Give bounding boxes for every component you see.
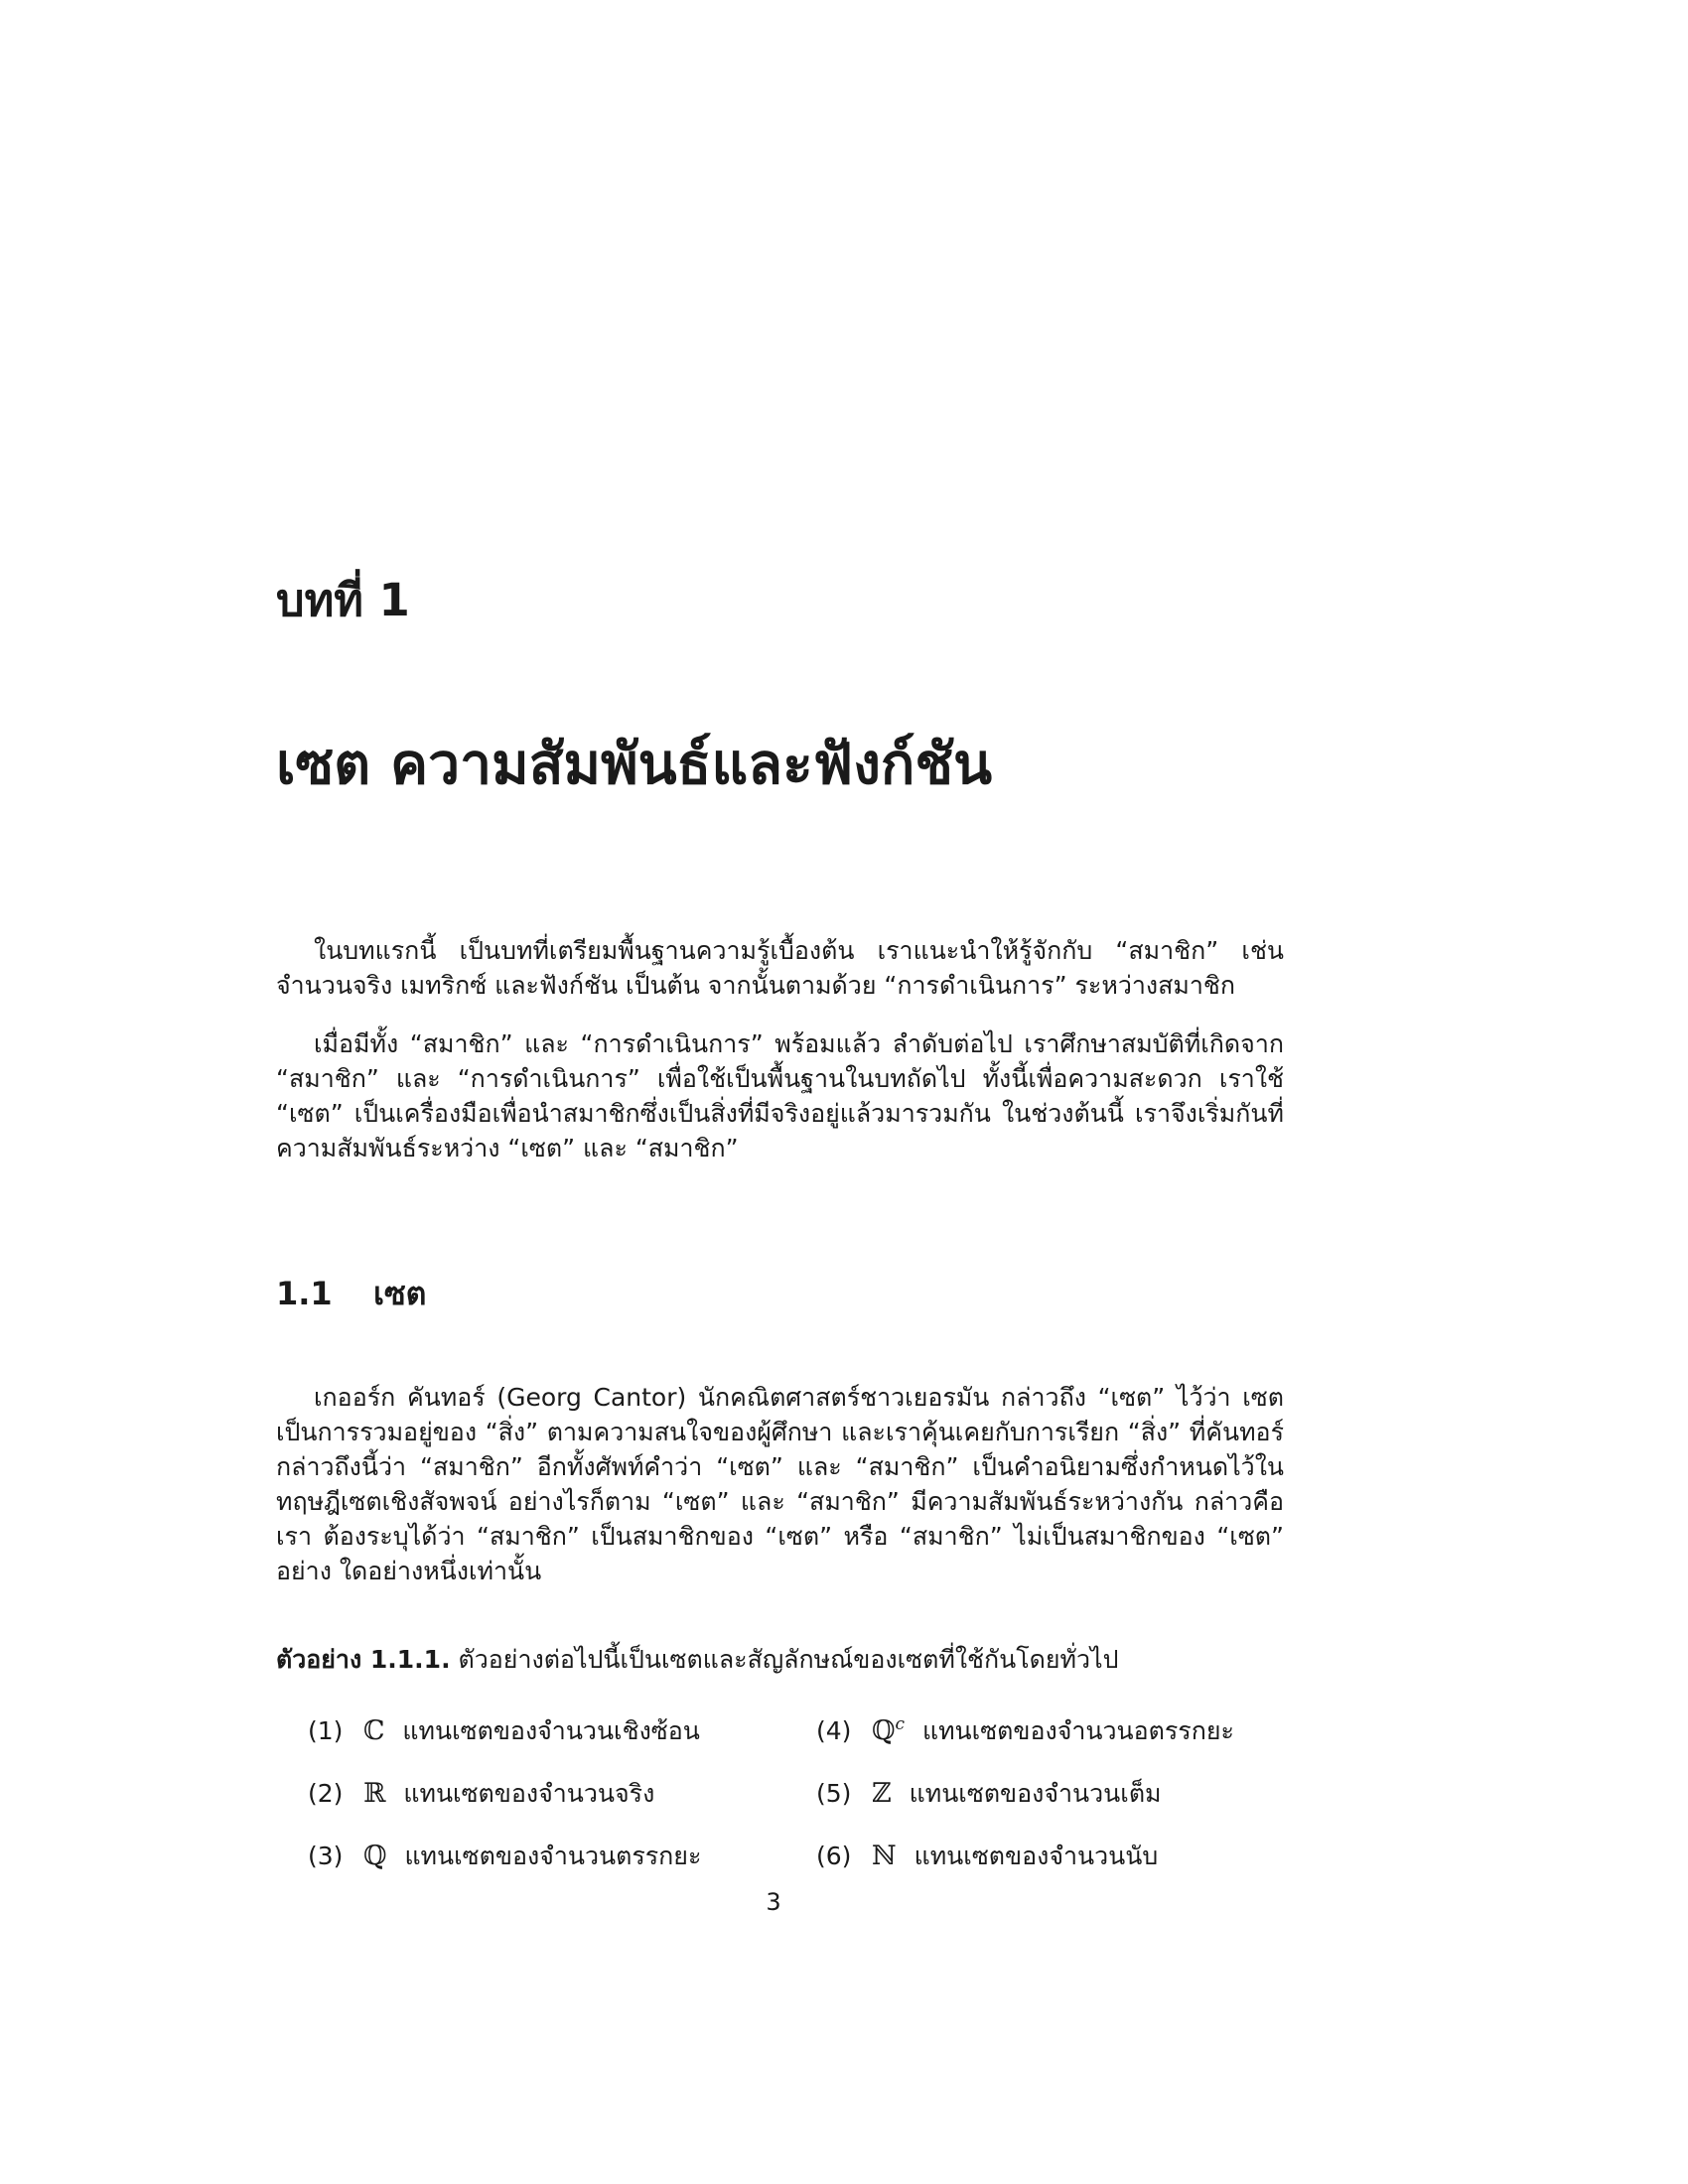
list-item: [816, 1833, 1281, 1873]
list-item-description: แทนเซตของจำนวนอตรรกยะ: [921, 1716, 1234, 1745]
intro-paragraph-1: ในบทแรกนี้ เป็นบทที่เตรียมพื้นฐานความรู้เบื้องต้น เราแนะนำให้รู้จักกับ “สมาชิก” เช่น จำนวนจริง เมทริกซ์ และฟังก์ชัน เป็นต้น จากนั้นตามด้วย “การดำเนินการ” ระหว่างสมาชิก: [276, 936, 1284, 1000]
set-symbol: ℕ: [871, 1841, 897, 1871]
set-symbol: ℤ: [871, 1778, 892, 1809]
section-body: [276, 1380, 1284, 1612]
example-text: ตัวอย่างต่อไปนี้เป็นเซตและสัญลักษณ์ของเซตที่ใช้กันโดยทั่วไป: [458, 1645, 1119, 1674]
chapter-title: เซต ความสัมพันธ์และฟังก์ชัน: [276, 732, 993, 797]
list-item-description: แทนเซตของจำนวนเต็ม: [909, 1779, 1162, 1808]
list-item: [816, 1707, 1281, 1748]
list-item: [308, 1770, 816, 1811]
section-title: เซต: [373, 1275, 427, 1312]
list-item: [308, 1833, 816, 1873]
list-item-description: แทนเซตของจำนวนนับ: [914, 1842, 1159, 1870]
list-item-number: (5): [816, 1779, 852, 1808]
list-item: [816, 1770, 1281, 1811]
list-item-description: แทนเซตของจำนวนจริง: [403, 1779, 655, 1808]
list-item-number: (6): [816, 1842, 852, 1870]
set-symbol: ℝ: [362, 1778, 386, 1809]
section-heading: [276, 1275, 426, 1312]
list-item-description: แทนเซตของจำนวนเชิงซ้อน: [402, 1716, 700, 1745]
list-item: [308, 1707, 816, 1748]
section-paragraph: เกออร์ก คันทอร์ (Georg Cantor) นักคณิตศาสตร์ชาวเยอรมัน กล่าวถึง “เซต” ไว้ว่า เซต เป็นการรวมอยู่ของ “สิ่ง” ตามความสนใจของผู้ศึกษา และเราคุ้นเคยกับการเรียก “สิ่ง” ที่คันทอร์ กล่าวถึงนี้ว่า “สมาชิก” อีกทั้งศัพท์คำว่า “เซต” และ “สมาชิก” เป็นคำอนิยามซึ่งกำหนดไว้ใน ทฤษฎีเซตเชิงสัจพจน์ อย่างไรก็ตาม “เซต” และ “สมาชิก” มีความสัมพันธ์ระหว่างกัน กล่าวคือ เรา ต้องระบุได้ว่า “สมาชิก” เป็นสมาชิกของ “เซต” หรือ “สมาชิก” ไม่เป็นสมาชิกของ “เซต” อย่าง ใดอย่างหนึ่งเท่านั้น: [276, 1383, 1284, 1585]
set-symbol: ℚ$^c$: [871, 1714, 906, 1746]
list-item-number: (1): [308, 1716, 344, 1745]
list-item-number: (3): [308, 1842, 344, 1870]
set-symbol-list: [308, 1707, 1281, 1873]
intro-section: [276, 933, 1284, 1189]
list-item-number: (4): [816, 1716, 852, 1745]
page-number: 3: [766, 1888, 781, 1916]
list-item-description: แทนเซตของจำนวนตรรกยะ: [404, 1842, 702, 1870]
set-symbol: ℂ: [362, 1715, 385, 1746]
set-symbol: ℚ: [362, 1841, 387, 1871]
intro-paragraph-2: เมื่อมีทั้ง “สมาชิก” และ “การดำเนินการ” พร้อมแล้ว ลำดับต่อไป เราศึกษาสมบัติที่เกิดจาก “สมาชิก” และ “การดำเนินการ” เพื่อใช้เป็นพื้นฐานในบทถัดไป ทั้งนี้เพื่อความสะดวก เราใช้ “เซต” เป็นเครื่องมือเพื่อนำสมาชิกซึ่งเป็นสิ่งที่มีจริงอยู่แล้วมารวมกัน ในช่วงต้นนี้ เราจึงเริ่มกันที่ ความสัมพันธ์ระหว่าง “เซต” และ “สมาชิก”: [276, 1029, 1284, 1162]
example-label: ตัวอย่าง 1.1.1.: [276, 1645, 451, 1674]
section-number: 1.1: [276, 1275, 333, 1312]
example-caption: [276, 1642, 1119, 1677]
list-item-number: (2): [308, 1779, 344, 1808]
chapter-label: บทที่ 1: [276, 574, 410, 626]
